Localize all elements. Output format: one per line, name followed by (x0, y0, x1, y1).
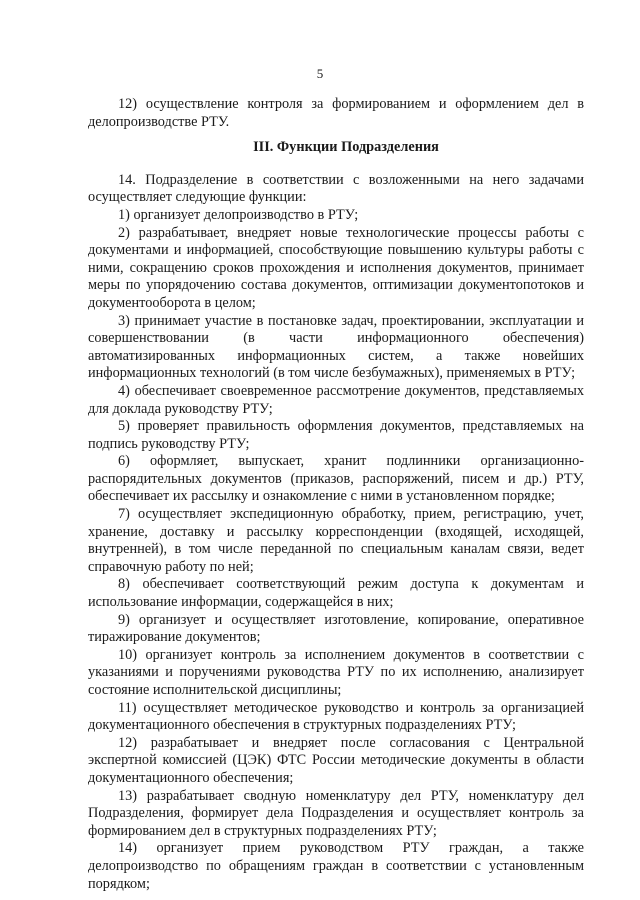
function-item-2: 2) разрабатывает, внедряет новые технологические процессы работы с документами и информацией, способствующие повышению культуры работы с ними, сокращению сроков прохождения и исполнения документов, принимает меры по упорядочению состава документов, оптимизации документопотоков и документооборота в целом; (88, 224, 584, 311)
function-item-1: 1) организует делопроизводство в РТУ; (118, 206, 359, 223)
function-item-13: 13) разрабатывает сводную номенклатуру дел РТУ, номенклатуру дел Подразделения, формирует дела Подразделения и осуществляет контроль за формированием дел в структурных подразделениях РТУ; (88, 787, 584, 839)
function-item-8: 8) обеспечивает соответствующий режим доступа к документам и использование информации, содержащейся в них; (88, 576, 584, 611)
function-item-5: 5) проверяет правильность оформления документов, представляемых на подпись руководству РТУ; (88, 418, 584, 452)
function-item-3: 3) принимает участие в постановке задач, проектировании, эксплуатации и совершенствовании (в части информационного обеспечения) автоматизированных информационных систем, а также новейших информационных технологий (в том числе безбумажных), применяемых в РТУ; (88, 312, 584, 382)
function-item-14: 14) организует прием руководством РТУ граждан, а также делопроизводство по обращениям граждан в соответствии с установленным порядком; (88, 840, 584, 892)
function-item-10: 10) организует контроль за исполнением документов в соответствии с указаниями и поручениями руководства РТУ по их исполнению, анализирует состояние исполнительской дисциплины; (88, 646, 584, 698)
function-item-12: 12) разрабатывает и внедряет после согласования с Центральной экспертной комиссией (ЦЭК) ФТС России методические документы в области документационного обеспечения; (88, 734, 584, 786)
page-number: 5 (316, 66, 324, 81)
function-item-7: 7) осуществляет экспедиционную обработку, прием, регистрацию, учет, хранение, доставку и рассылку корреспонденции (входящей, исходящей, внутренней), в том числе переданной по специальным каналам связи, ведет справочную работу по ней; (88, 506, 584, 575)
function-item-6: 6) оформляет, выпускает, хранит подлинники организационно-распорядительных документов (приказов, распоряжений, писем и др.) РТУ, обеспечивает их рассылку и ознакомление с ними в установленном порядке; (88, 453, 584, 505)
section-heading: III. Функции Подразделения (253, 139, 439, 156)
document-body (88, 96, 584, 893)
intro-item: 12) осуществление контроля за формированием и оформлением дел в делопроизводстве РТУ. (88, 96, 584, 130)
function-item-11: 11) осуществляет методическое руководство и контроль за организацией документационного обеспечения в структурных подразделениях РТУ; (88, 699, 584, 734)
function-item-4: 4) обеспечивает своевременное рассмотрение документов, представляемых для доклада руководству РТУ; (88, 382, 584, 417)
function-item-9: 9) организует и осуществляет изготовление, копирование, оперативное тиражирование документов; (88, 611, 584, 646)
paragraph-main-clause: 14. Подразделение в соответствии с возложенными на него задачами осуществляет следующие функции: (88, 171, 584, 206)
